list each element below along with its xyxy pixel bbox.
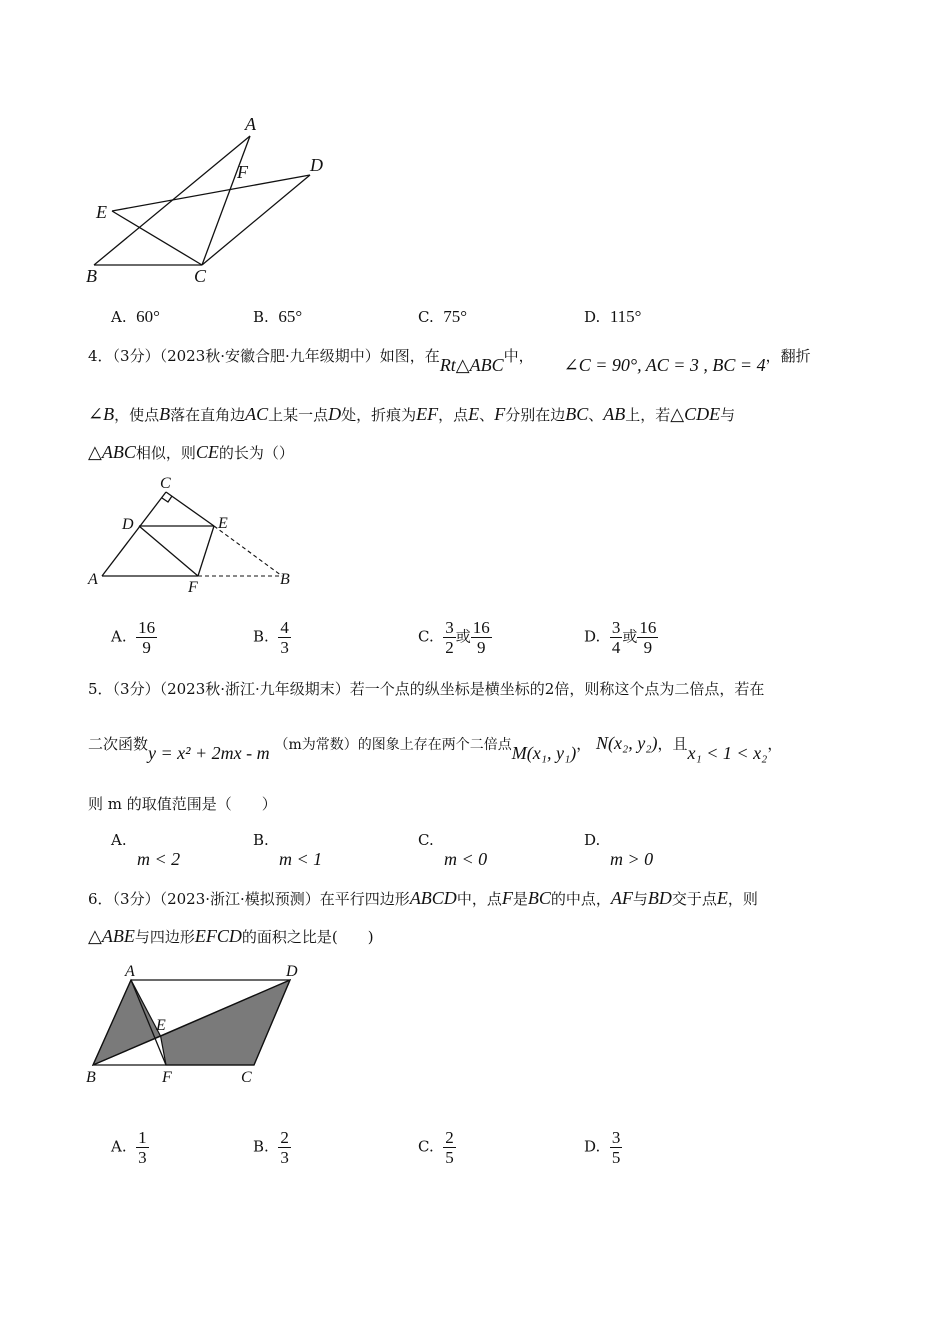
q6-label-B: B <box>86 1069 96 1086</box>
label-B: B <box>86 266 97 286</box>
figure-q6 <box>84 960 334 1090</box>
q4-label-A: A <box>88 571 98 588</box>
q6-option-c[interactable]: C. $\frac{2}{5}$ <box>418 1128 454 1167</box>
q6-label-A: A <box>125 963 135 980</box>
figure-q4 <box>84 470 304 595</box>
q6-stem-line1: 6．（3分）（2023·浙江·模拟预测）在平行四边形ABCD中，点F是BC的中点，AF与BD交于点E，则 <box>88 888 758 908</box>
label-D: D <box>310 155 323 175</box>
q4-option-d[interactable]: D. $\frac{3}{4}$ 或 $\frac{16}{9}$ <box>584 618 657 657</box>
q5-option-c[interactable]: C. m < 0 <box>418 831 488 869</box>
q4-option-b[interactable]: B. $\frac{4}{3}$ <box>253 618 289 657</box>
q3-option-c[interactable]: C. 75° <box>418 307 468 326</box>
q5-option-b[interactable]: B. m < 1 <box>253 831 323 869</box>
q3-option-b[interactable]: B. 65° <box>253 307 303 326</box>
label-E: E <box>96 202 107 222</box>
q4-option-a[interactable]: A. $\frac{16}{9}$ <box>111 618 156 657</box>
label-A: A <box>245 114 256 134</box>
q4-label-C: C <box>160 475 171 492</box>
q4-label-E: E <box>218 515 228 532</box>
q6-stem-line2: △ABE与四边形EFCD的面积之比是( ) <box>88 926 374 946</box>
q5-stem-line1: 5．（3分）（2023秋·浙江·九年级期末）若一个点的纵坐标是横坐标的2倍，则称这个点为二倍点，若在 <box>88 680 765 698</box>
q5-stem-line2: 二次函数y = x² + 2mx - m （m为常数）的图象上存在两个二倍点M(x₁, y₁)， N(x₂, y₂)，且x₁ < 1 < x₂， <box>88 733 783 763</box>
figure-q3 <box>80 110 350 290</box>
q6-option-d[interactable]: D. $\frac{3}{5}$ <box>584 1128 621 1167</box>
q6-option-b[interactable]: B. $\frac{2}{3}$ <box>253 1128 289 1167</box>
q6-label-C: C <box>241 1069 252 1086</box>
q4-label-D: D <box>122 516 134 533</box>
q6-option-a[interactable]: A. $\frac{1}{3}$ <box>111 1128 147 1167</box>
q4-label-B: B <box>280 571 290 588</box>
q4-label-F: F <box>188 579 198 595</box>
q6-label-F: F <box>162 1069 172 1086</box>
q4-stem-line1: 4．（3分）（2023秋·安徽合肥·九年级期中）如图，在Rt△ABC中， ∠C = 90°, AC = 3 , BC = 4，翻折 <box>88 347 811 375</box>
q4-option-c[interactable]: C. $\frac{3}{2}$ 或 $\frac{16}{9}$ <box>418 618 490 657</box>
q4-stem-line2: ∠B，使点B落在直角边AC上某一点D处，折痕为EF，点E、F分别在边BC、AB上，若△CDE与 <box>88 404 736 424</box>
label-C: C <box>194 266 207 286</box>
q6-label-E: E <box>156 1017 166 1034</box>
q3-option-a[interactable]: A. 60° <box>111 307 160 326</box>
label-F: F <box>237 162 248 182</box>
q6-label-D: D <box>286 963 298 980</box>
q5-option-d[interactable]: D. m > 0 <box>584 831 654 869</box>
q5-option-a[interactable]: A. m < 2 <box>111 831 181 869</box>
q5-stem-line3: 则 m 的取值范围是（ ） <box>88 795 277 813</box>
q4-stem-line3: △ABC相似，则CE的长为（） <box>88 442 294 462</box>
q3-option-d[interactable]: D. 115° <box>584 307 642 326</box>
